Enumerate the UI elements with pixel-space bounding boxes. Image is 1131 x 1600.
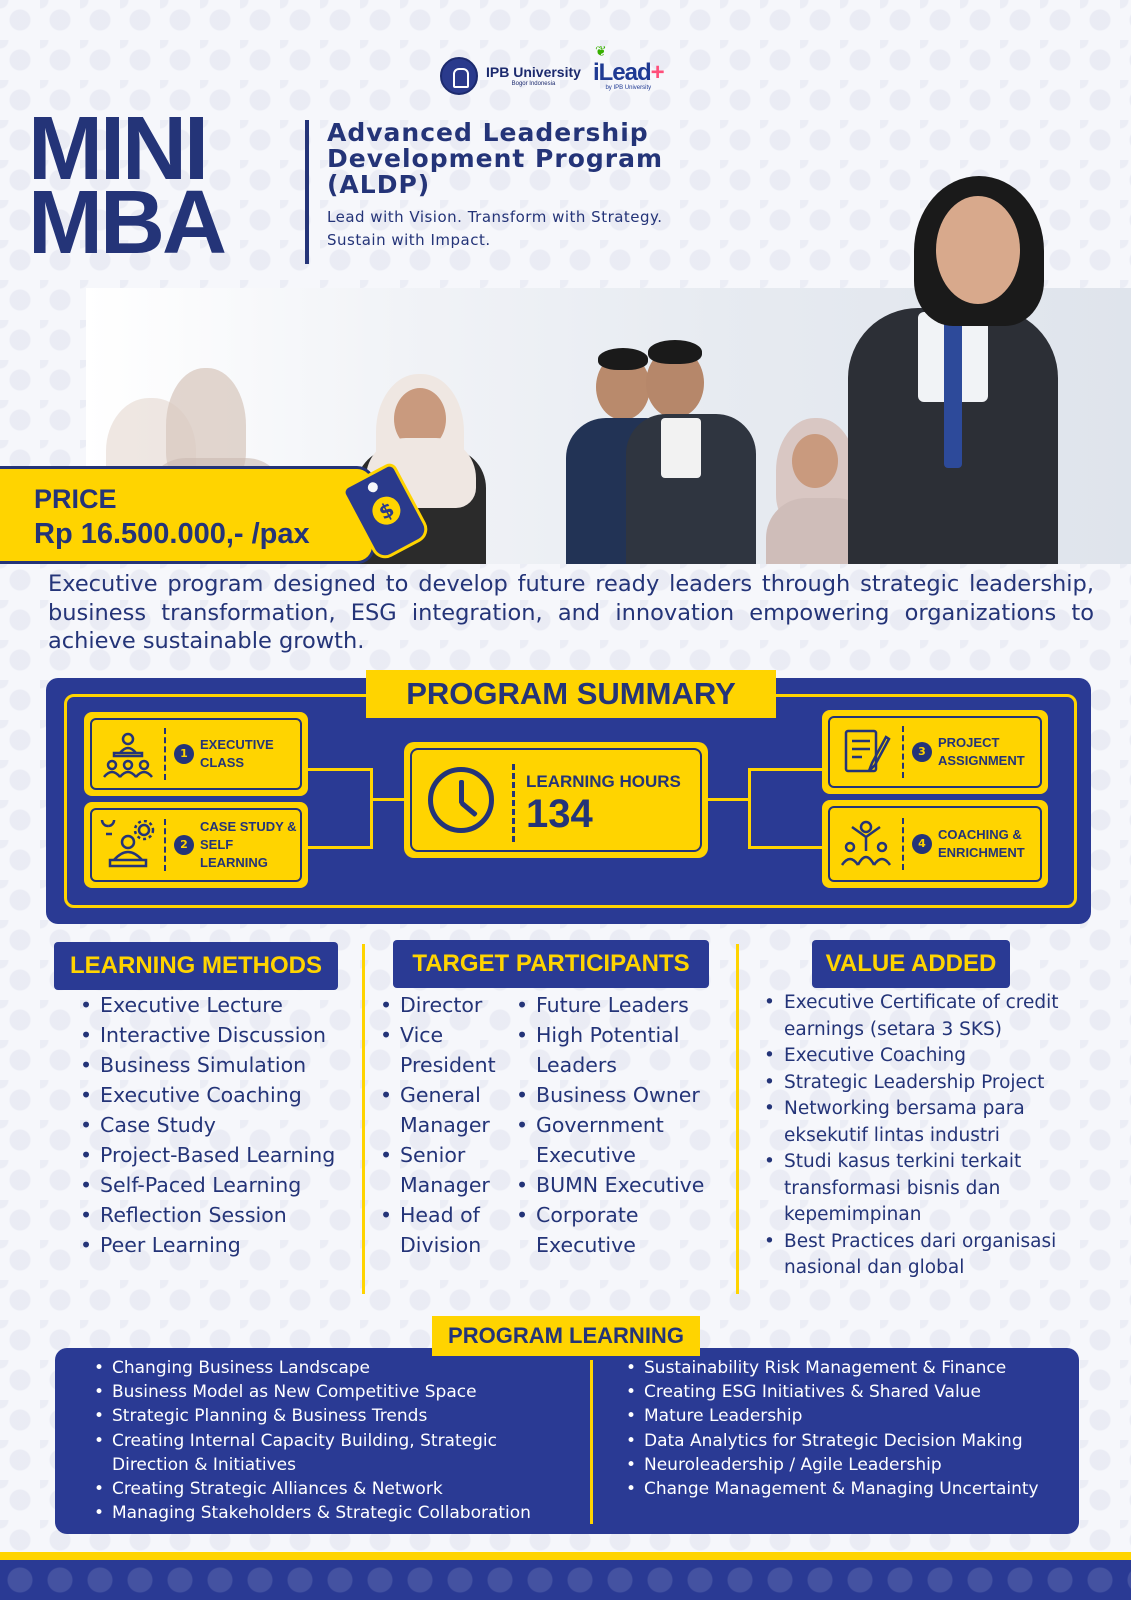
title-divider <box>305 120 309 264</box>
mini-word: MINI <box>28 99 206 199</box>
price-label: PRICE <box>34 484 117 514</box>
learning-hours-label: LEARNING HOURS <box>526 772 681 791</box>
header-logos <box>440 44 700 100</box>
assignment-icon <box>838 727 894 777</box>
target-participant-item: • General Manager <box>378 1080 516 1140</box>
card-number-2: 2 <box>174 835 194 855</box>
ilead-subtitle: by IPB University <box>605 85 652 91</box>
learning-method-item: • Project-Based Learning <box>78 1140 358 1170</box>
program-learning-item: • Neuroleadership / Agile Leadership <box>624 1453 1060 1477</box>
program-learning-list-left <box>92 1356 572 1525</box>
leaf-icon: ❦ <box>594 44 607 60</box>
program-title <box>327 120 747 198</box>
footer-pattern <box>0 1560 1131 1600</box>
learning-method-item: • Self-Paced Learning <box>78 1170 358 1200</box>
program-learning-item: • Sustainability Risk Management & Finance <box>624 1356 1060 1380</box>
clock-icon <box>428 767 494 833</box>
card-label-coaching: COACHING & ENRICHMENT <box>938 827 1025 860</box>
coaching-icon <box>838 819 894 869</box>
learning-method-item: • Interactive Discussion <box>78 1020 358 1050</box>
summary-card-case-study <box>84 802 308 888</box>
ipb-name: IPB University <box>486 64 581 80</box>
program-learning-item: • Creating Internal Capacity Building, Strategic Direction & Initiatives <box>92 1429 572 1477</box>
program-learning-item: • Creating ESG Initiatives & Shared Value <box>624 1380 1060 1404</box>
self-learning-icon <box>100 820 156 870</box>
program-summary-title: PROGRAM SUMMARY <box>366 670 776 718</box>
ipb-seal-logo <box>440 57 478 95</box>
learning-method-item: • Peer Learning <box>78 1230 358 1260</box>
classroom-icon <box>100 729 156 779</box>
target-participants-list-right <box>514 990 718 1260</box>
learning-methods-title: LEARNING METHODS <box>54 942 338 990</box>
tagline-line-2: Sustain with Impact. <box>327 231 491 249</box>
column-divider-2 <box>736 944 739 1294</box>
target-participant-item: • Director <box>378 990 516 1020</box>
target-participant-item: • Business Owner <box>514 1080 718 1110</box>
program-title-line-1: Advanced Leadership <box>327 118 649 147</box>
connector-right-mid <box>706 798 750 801</box>
value-added-item: • Strategic Leadership Project <box>762 1070 1072 1097</box>
program-learning-item: • Change Management & Managing Uncertainty <box>624 1477 1060 1501</box>
connector-right-bottom <box>748 846 824 849</box>
program-learning-item: • Managing Stakeholders & Strategic Collaboration <box>92 1501 572 1525</box>
target-participant-item: • High Potential Leaders <box>514 1020 718 1080</box>
program-description: Executive program designed to develop future ready leaders through strategic leadership, business transformation, ESG integration, and innovation empowering organizations to achieve sustainable growth. <box>48 571 1094 654</box>
target-participant-item: • Corporate Executive <box>514 1200 718 1260</box>
dollar-icon: $ <box>367 492 405 530</box>
ipb-location: Bogor Indonesia <box>511 81 556 87</box>
value-added-title: VALUE ADDED <box>812 940 1010 988</box>
mba-word: MBA <box>28 173 224 273</box>
card-number-3: 3 <box>912 742 932 762</box>
ilead-name: iLead <box>592 59 651 86</box>
program-learning-item: • Data Analytics for Strategic Decision Making <box>624 1429 1060 1453</box>
target-participant-item: • BUMN Executive <box>514 1170 718 1200</box>
summary-card-project-assignment <box>822 710 1048 794</box>
learning-method-item: • Business Simulation <box>78 1050 358 1080</box>
program-learning-item: • Changing Business Landscape <box>92 1356 572 1380</box>
program-learning-divider <box>590 1360 593 1524</box>
value-added-item: • Best Practices dari organisasi nasional dan global <box>762 1229 1072 1282</box>
card-label-project-assignment: PROJECT ASSIGNMENT <box>938 735 1025 768</box>
program-learning-item: • Mature Leadership <box>624 1404 1060 1428</box>
mini-mba-heading <box>28 99 290 273</box>
card-label-case-study: CASE STUDY & SELF LEARNING <box>200 819 297 870</box>
card-number-4: 4 <box>912 834 932 854</box>
tagline <box>327 206 747 252</box>
program-learning-title: PROGRAM LEARNING <box>432 1316 700 1356</box>
program-title-line-3: (ALDP) <box>327 170 431 199</box>
card-label-executive-class: EXECUTIVE CLASS <box>200 737 274 770</box>
connector-right-top <box>748 768 824 771</box>
value-added-item: • Networking bersama para eksekutif lintas industri <box>762 1096 1072 1149</box>
target-participant-item: • Vice President <box>378 1020 516 1080</box>
connector-left-bottom <box>300 846 372 849</box>
target-participant-item: • Head of Division <box>378 1200 516 1260</box>
woman-face <box>936 196 1020 304</box>
summary-card-coaching <box>822 800 1048 888</box>
learning-methods-list <box>78 990 358 1260</box>
learning-method-item: • Reflection Session <box>78 1200 358 1230</box>
learning-hours-card <box>404 742 708 858</box>
connector-left-top <box>300 768 372 771</box>
column-divider-1 <box>362 944 365 1294</box>
connector-left-vertical <box>370 768 373 849</box>
learning-hours-value: 134 <box>526 792 593 836</box>
value-added-item: • Studi kasus terkini terkait transformasi bisnis dan kepemimpinan <box>762 1149 1072 1229</box>
target-participant-item: • Future Leaders <box>514 990 718 1020</box>
program-learning-item: • Business Model as New Competitive Space <box>92 1380 572 1404</box>
value-added-item: • Executive Coaching <box>762 1043 1072 1070</box>
connector-left-mid <box>370 798 406 801</box>
ilead-logo <box>592 44 664 91</box>
learning-method-item: • Executive Coaching <box>78 1080 358 1110</box>
ilead-plus: + <box>650 59 664 86</box>
target-participants-list-left <box>378 990 516 1260</box>
footer-accent-line <box>0 1552 1131 1560</box>
target-participant-item: • Senior Manager <box>378 1140 516 1200</box>
learning-method-item: • Executive Lecture <box>78 990 358 1020</box>
target-participants-title: TARGET PARTICIPANTS <box>393 940 709 988</box>
program-learning-item: • Strategic Planning & Business Trends <box>92 1404 572 1428</box>
summary-card-executive-class <box>84 712 308 796</box>
target-participant-item: • Government Executive <box>514 1110 718 1170</box>
program-learning-item: • Creating Strategic Alliances & Network <box>92 1477 572 1501</box>
program-title-line-2: Development Program <box>327 144 664 173</box>
card-number-1: 1 <box>174 744 194 764</box>
program-learning-list-right <box>624 1356 1060 1501</box>
price-value: Rp 16.500.000,- /pax <box>34 518 310 550</box>
ipb-logo-text <box>486 65 581 87</box>
connector-right-vertical <box>748 768 751 849</box>
learning-method-item: • Case Study <box>78 1110 358 1140</box>
value-added-list <box>762 990 1072 1282</box>
tagline-line-1: Lead with Vision. Transform with Strategy. <box>327 208 663 226</box>
value-added-item: • Executive Certificate of credit earnings (setara 3 SKS) <box>762 990 1072 1043</box>
